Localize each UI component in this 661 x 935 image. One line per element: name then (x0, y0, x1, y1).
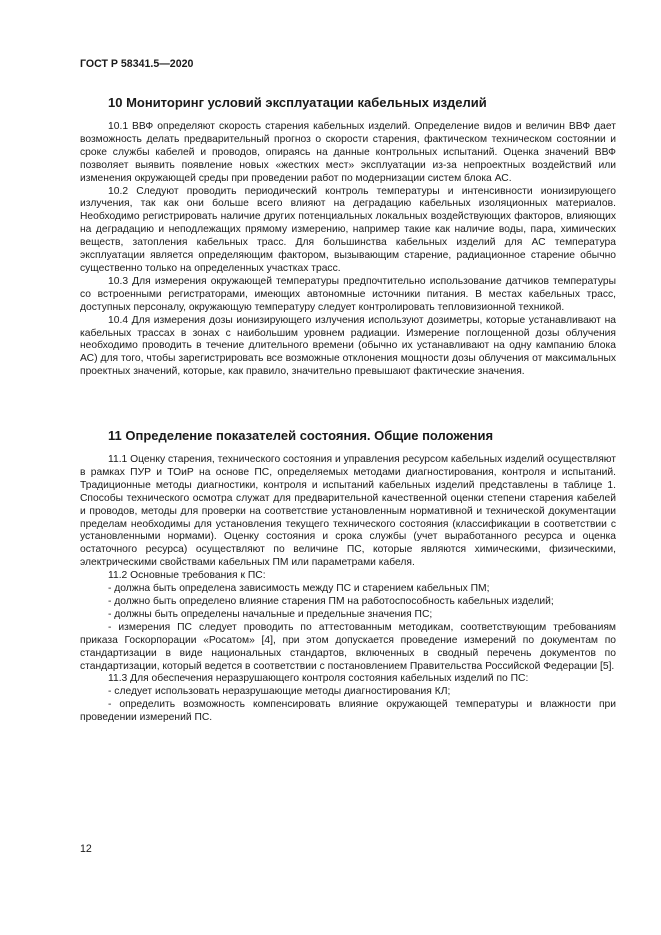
section-10-title: 10 Мониторинг условий эксплуатации кабельных изделий (108, 95, 487, 110)
paragraph-11-3: 11.3 Для обеспечения неразрушающего контроля состояния кабельных изделий по ПС: (108, 673, 529, 685)
list-item: - должна быть определена зависимость между ПС и старением кабельных ПМ; (108, 583, 490, 595)
list-item: - определить возможность компенсировать влияние окружающей температуры и влажности при проведении измерений ПС. (80, 699, 616, 724)
standard-header: ГОСТ Р 58341.5—2020 (80, 58, 194, 70)
page-number: 12 (80, 843, 92, 855)
list-item: - следует использовать неразрушающие методы диагностирования КЛ; (108, 686, 451, 698)
list-item: - должно быть определено влияние старения ПМ на работоспособность кабельных изделий; (108, 595, 554, 607)
paragraph-10-2: 10.2 Следуют проводить периодический контроль температуры и интенсивности ионизирующего излучения, так как они больше всего влияют на деградацию кабельных изоляционных материалов. Необходимо регистрировать наличие других потенциальных локальных воздействующих факторов, влияющих на деградацию и неподлежащих прямому измерению, например такие как наличие воды, пара, химических веществ, затопления кабельных трасс. Для большинства кабельных изделий для АС температура эксплуатации является определяющим фактором, вызывающим старение, радиационное старение обычно существенно только на определенных участках трасс. (80, 185, 616, 274)
list-item: - должны быть определены начальные и предельные значения ПС; (108, 608, 433, 620)
section-11-title: 11 Определение показателей состояния. Общие положения (108, 428, 494, 443)
section-11 (80, 428, 616, 725)
paragraph-10-4: 10.4 Для измерения дозы ионизирующего излучения используют дозиметры, которые устанавливают на кабельных трассах в зонах с наибольшим уровнем радиации. Измерение поглощенной дозы облучения необходимо проводить в течение длительного времени (обычно их устанавливают на одну кампанию блока АС) для того, чтобы зарегистрировать все возможные отклонения мощности дозы облучения от максимальных проектных значений, которые, как правило, значительно превышают фактические значения. (80, 314, 616, 378)
paragraph-11-2: 11.2 Основные требования к ПС: (108, 570, 266, 582)
paragraph-10-1: 10.1 ВВФ определяют скорость старения кабельных изделий. Определение видов и величин ВВФ дает возможность делать предварительный прогноз о скорости старения, фактическом техническом состоянии и сроке службы кабелей и проводов, опираясь на данные контрольных испытаний. Оценка значений ВВФ позволяет выявить появление новых «жестких мест» эксплуатации из-за непроектных воздействий или изменения окружающей среды при проведении работ по модернизации систем блока АС. (80, 121, 616, 184)
list-item: - измерения ПС следует проводить по аттестованным методикам, соответствующим требованиям приказа Госкорпорации «Росатом» [4], при этом допускается проведение измерений по документам по стандартизации в виде национальных стандартов, включенных в сводный перечень документов по стандартизации, который ведется в соответствии с постановлением Правительства Российской Федерации [5]. (80, 621, 616, 672)
paragraph-10-3: 10.3 Для измерения окружающей температуры предпочтительно использование датчиков температуры со встроенными регистраторами, имеющих автономные источники питания. В местах кабельных трасс, доступных персоналу, окружающую температуру следует контролировать тепловизионной техникой. (80, 275, 616, 313)
section-10 (80, 95, 616, 379)
paragraph-11-1: 11.1 Оценку старения, технического состояния и управления ресурсом кабельных изделий осуществляют в рамках ПУР и ТОиР на основе ПС, определяемых методами диагностирования, контроля и испытаний. Традиционные методы диагностики, контроля и испытаний кабельных изделий представлены в таблице 1. Способы технического осмотра служат для предварительной качественной оценки степени старения кабелей и проводов, методы для проверки на соответствие установленным нормативной и технической документации пределам необходимы для установления текущего технического состояния (классификации в соответствии с установленными нормами). Оценку состояния и срока службы (учет выработанного ресурса и оценка остаточного ресурса) осуществляют по величине ПС, которые являются химическими, физическими, электрическими свойствами кабельных ПМ или параметрами кабеля. (80, 454, 616, 569)
